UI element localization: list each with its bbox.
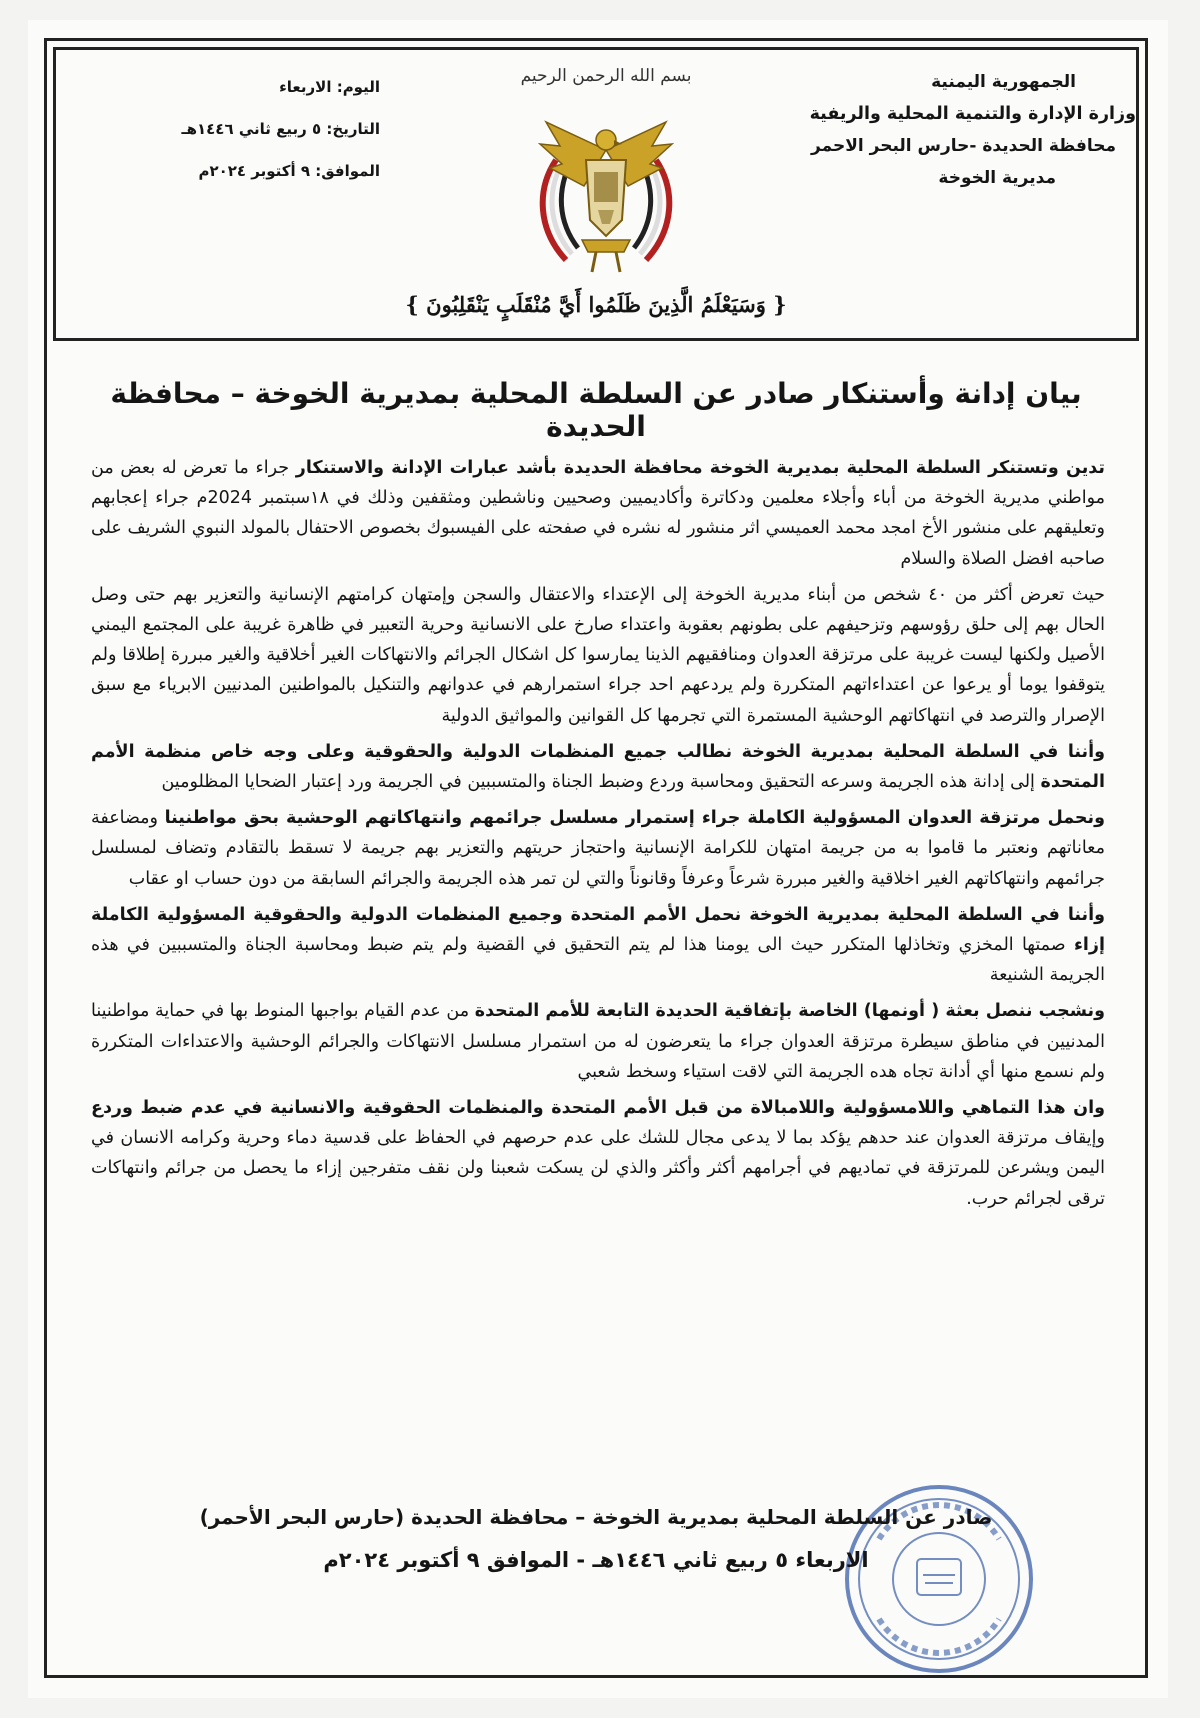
republic-name: الجمهورية اليمنية xyxy=(931,72,1076,92)
paragraph xyxy=(91,803,1105,894)
paragraph xyxy=(91,453,1105,574)
document-page xyxy=(28,20,1168,1698)
page-border xyxy=(44,38,1148,1678)
quran-verse: { وَسَيَعْلَمُ الَّذِينَ ظَلَمُوا أَيَّ مُنْقَلَبٍ يَنْقَلِبُونَ } xyxy=(405,292,787,317)
governorate-name: محافظة الحديدة -حارس البحر الاحمر xyxy=(811,136,1116,156)
paragraph xyxy=(91,580,1105,731)
paragraph-lead: تدين وتستنكر السلطة المحلية بمديرية الخوخة محافظة الحديدة بأشد عبارات الإدانة والاستنكار xyxy=(295,458,1105,478)
district-name: مديرية الخوخة xyxy=(938,168,1056,188)
day-field: اليوم: الاربعاء xyxy=(279,78,380,96)
paragraph-text: وإيقاف مرتزقة العدوان عند حدهم يؤكد بما لا يدعى مجال للشك على عدم حرصهم في الحفاظ على قدسية دماء وحرية وكرامه الانسان في اليمن ويشرعن للمرتزقة في تماديهم في أجرامهم أكثر وأكثر والذي لن يسكت شعبنا ولن نقف متفرجين إزاء ما يحصل من جرائم وانتهاكات ترقى لجرائم حرب. xyxy=(91,1128,1105,1209)
paragraph-lead: وأننا في السلطة المحلية بمديرية الخوخة نحمل الأمم المتحدة وجميع المنظمات الدولية والحقوقية المسؤولية الكاملة إزاء xyxy=(91,904,1105,956)
paragraph xyxy=(91,737,1105,797)
paragraph-text: جراء ما تعرض له بعض من مواطني مديرية الخوخة من أباء وأجلاء معلمين ودكاترة وأكاديميين وصحيين وناشطين ومثقفين وذلك في ١٨سبتمبر 2024م جراء إعجابهم وتعليقهم على منشور الأخ امجد محمد العميسي اثر منشور له نشره في صفحته على الفيسبوك بخصوص الاحتفال بالمولد النبوي الشريف على صاحبه افضل الصلاة والسلام xyxy=(91,458,1106,569)
emblem-block xyxy=(486,56,726,286)
ministry-name: وزارة الإدارة والتنمية المحلية والريفية xyxy=(809,104,1136,124)
issue-date-line: الاربعاء ٥ ربيع ثاني ١٤٤٦هـ - الموافق ٩ أكتوبر ٢٠٢٤م xyxy=(323,1548,869,1572)
paragraph-text: حيث تعرض أكثر من ٤٠ شخص من أبناء مديرية الخوخة إلى الإعتداء والاعتقال والسجن وإمتهان كرامتهم الإنسانية والتعزير بهم حتى وصل الحال بهم إلى حلق رؤوسهم وتزحيفهم على بطونهم بعقوبة واعتداء صارخ على الانسانية وحرية التعبير في ظاهرة غريبة على المجتمع اليمني الأصيل ولكنها ليست غريبة على مرتزقة العدوان ومنافقيهم الذينا يمارسوا كل اشكال الجرائم والانتهاكات الغير أخلاقية والغير مبررة إطلاقا ولم يتوقفوا يوما أو يرعوا عن اعتداءاتهم المتكررة ولم يردعهم احد جراء استمرارهم في عدوانهم والتنكيل بالمواطنين المدنيين الابرياء مع سبق الإصرار والترصد في انتهاكاتهم الوحشية المستمرة التي تجرمها كل القوانين والمواثيق الدولية xyxy=(91,584,1105,726)
letterhead-date-block xyxy=(120,66,380,192)
yemen-eagle-emblem-icon xyxy=(526,100,686,280)
paragraph-lead: وان هذا التماهي واللامسؤولية واللامبالاة من قبل الأمم المتحدة والمنظمات الحقوقية والانسانية في عدم ضبط وردع xyxy=(91,1098,1105,1119)
letterhead xyxy=(53,47,1139,341)
paragraph-text: صمتها المخزي وتخاذلها المتكرر حيث الى يومنا هذا لم يتم التحقيق في القضية ولم يتم ضبط ومحاسبة الجناة والمتسببين في هذه الجريمة الشنيعة xyxy=(91,935,1105,986)
paragraph-lead: ونشجب ننصل بعثة ( أونمها) الخاصة بإتفاقية الحديدة التابعة للأمم المتحدة xyxy=(474,1001,1105,1022)
statement-body xyxy=(91,453,1105,1220)
paragraph-lead: وأننا في السلطة المحلية بمديرية الخوخة نطالب جميع المنظمات الدولية والحقوقية وعلى وجه خاص منظمة الأمم المتحدة xyxy=(91,741,1105,793)
paragraph xyxy=(91,1093,1105,1214)
issuer-line: صادر عن السلطة المحلية بمديرية الخوخة – محافظة الحديدة (حارس البحر الأحمر) xyxy=(199,1505,993,1529)
paragraph-text: ومضاعفة معاناتهم ونعتبر ما قاموا به من جريمة امتهان للكرامة الإنسانية واحتجاز حريتهم والتعزير بهم جريمة لا تسقط بالتقادم وتضاف لمسلسل جرائمهم وانتهاكاتهم الغير اخلاقية والغير مبررة شرعاً وعرفاً وقانوناً والتي لن تمر هذه الجريمة والجرائم السابقة من دون حساب او عقاب xyxy=(91,808,1105,889)
paragraph xyxy=(91,996,1105,1087)
basmala: بسم الله الرحمن الرحيم xyxy=(520,66,692,86)
paragraph xyxy=(91,900,1105,991)
statement-footer xyxy=(107,1497,1085,1583)
letterhead-authority xyxy=(796,66,1136,194)
statement-title: بيان إدانة وأستنكار صادر عن السلطة المحلية بمديرية الخوخة – محافظة الحديدة xyxy=(110,377,1082,443)
hijri-date-field: التاريخ: ٥ ربيع ثاني ١٤٤٦هـ xyxy=(181,120,380,138)
paragraph-text: إلى إدانة هذه الجريمة وسرعه التحقيق ومحاسبة وردع وضبط الجناة والمتسببين في الجريمة ورد إعتبار الضحايا المظلومين xyxy=(161,772,1035,793)
gregorian-date-field: الموافق: ٩ أكتوبر ٢٠٢٤م xyxy=(198,162,380,180)
paragraph-lead: ونحمل مرتزقة العدوان المسؤولية الكاملة جراء إستمرار مسلسل جرائمهم وانتهاكاتهم الوحشية بحق مواطنينا xyxy=(164,808,1105,829)
paragraph-text: من عدم القيام بواجبها المنوط بها في حماية مواطنينا المدنيين في مناطق سيطرة مرتزقة العدوان جراء ما يتعرضون له من استمرار مسلسل الانتهاكات والجرائم الوحشية والاعتداءات المتكررة ولم نسمع منها أي أدانة تجاه هده الجريمة التي لاقت استياء وسخط شعبي xyxy=(91,1001,1105,1082)
